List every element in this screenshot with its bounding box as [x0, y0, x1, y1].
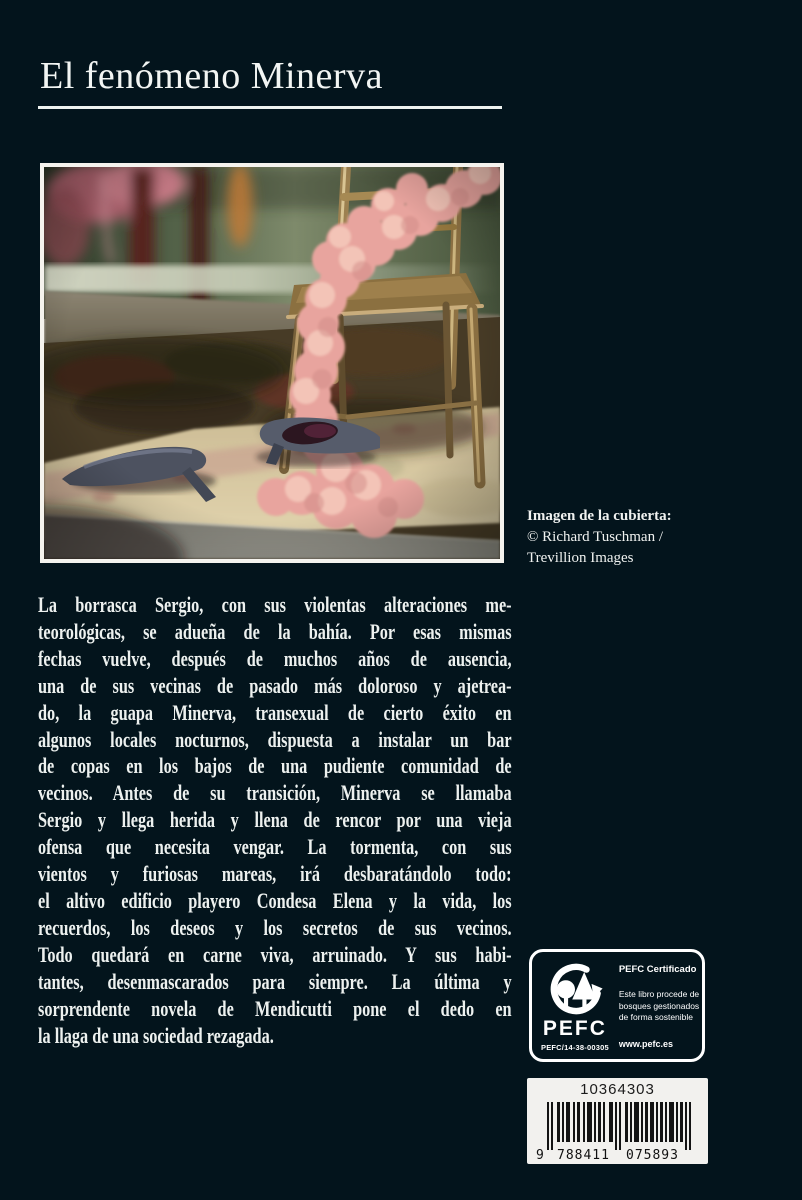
- pefc-label: [529, 949, 705, 1062]
- barcode-top-code: 10364303: [580, 1081, 655, 1098]
- synopsis-line: vientos y furiosas mareas, irá desbaratándolo todo:: [38, 861, 512, 887]
- synopsis-line: el altivo edificio playero Condesa Elena y la vida, los: [38, 887, 512, 913]
- ean-group1-digits: 788411: [557, 1148, 610, 1162]
- synopsis-line: vecinos. Antes de su transición, Minerva se llamaba: [38, 780, 512, 806]
- cover-photo: [44, 167, 500, 559]
- pefc-logo-icon: [544, 960, 606, 1017]
- photo-credit-heading: Imagen de la cubierta:: [527, 508, 672, 524]
- synopsis-line: ofensa que necesita vengar. La tormenta, con sus: [38, 834, 512, 860]
- pefc-license-number: PEFC/14-38-00305: [541, 1043, 609, 1052]
- synopsis-line: teorológicas, se adueña de la bahía. Por esas mismas: [38, 618, 512, 644]
- photo-credit-agency: Trevillion Images: [527, 550, 634, 566]
- pefc-brand: PEFC: [542, 1017, 607, 1040]
- pefc-description: Este libro procede de bosques gestionados de forma sostenible: [618, 989, 700, 1022]
- pefc-website: www.pefc.es: [618, 1039, 674, 1049]
- synopsis-line: la llaga de una sociedad rezagada.: [38, 1022, 274, 1048]
- pefc-title: PEFC Certificado: [618, 964, 697, 975]
- synopsis-line: de copas en los bajos de una pudiente comunidad de: [38, 753, 512, 779]
- book-title: El fenómeno Minerva: [40, 55, 383, 97]
- pefc-text-column: [609, 960, 703, 1052]
- synopsis-line: recuerdos, los deseos y los secretos de sus vecinos.: [38, 914, 512, 940]
- synopsis-line: do, la guapa Minerva, transexual de cierto éxito en: [38, 699, 512, 725]
- synopsis-line: sorprendente novela de Mendicutti pone el dedo en: [38, 995, 512, 1021]
- pefc-logo-column: [541, 960, 609, 1052]
- synopsis-line: Sergio y llega herida y llena de rencor por una vieja: [38, 807, 512, 833]
- ean-prefix-digit: 9: [536, 1148, 545, 1162]
- cover-photo-frame: [40, 163, 504, 563]
- title-rule: [38, 106, 502, 109]
- synopsis-line: tantes, desenmascarados para siempre. La última y: [38, 968, 512, 994]
- photo-credit: [527, 506, 737, 569]
- photo-credit-author: © Richard Tuschman /: [527, 529, 663, 545]
- barcode-panel: [527, 1078, 708, 1164]
- synopsis-line: Todo quedará en carne viva, arruinado. Y sus habi-: [38, 941, 512, 967]
- synopsis-line: una de sus vecinas de pasado más doloroso y ajetrea-: [38, 672, 512, 698]
- ean-group2-digits: 075893: [626, 1148, 679, 1162]
- synopsis-line: fechas vuelve, después de muchos años de ausencia,: [38, 645, 512, 671]
- synopsis-line: La borrasca Sergio, con sus violentas alteraciones me-: [38, 592, 512, 617]
- ean-barcode: [535, 1100, 700, 1162]
- synopsis-line: algunos locales nocturnos, dispuesta a instalar un bar: [38, 726, 512, 752]
